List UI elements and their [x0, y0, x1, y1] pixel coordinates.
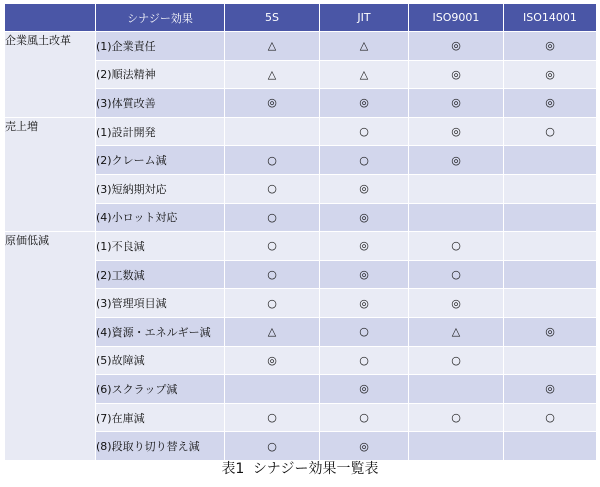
rating-mark-cell: ◎ — [504, 60, 597, 89]
rating-mark-cell: ○ — [320, 146, 409, 175]
header-corner-cell — [5, 4, 96, 32]
rating-mark-cell — [504, 203, 597, 232]
rating-mark-cell: ○ — [409, 346, 504, 375]
rating-mark-cell: ◎ — [504, 89, 597, 118]
rating-mark-cell: ◎ — [409, 60, 504, 89]
rating-mark-cell: ○ — [225, 174, 320, 203]
rating-mark-cell: ○ — [409, 260, 504, 289]
effect-item-cell: (8)段取り切り替え減 — [96, 432, 225, 461]
category-cell: 売上増 — [5, 117, 96, 231]
rating-mark-cell: ○ — [320, 346, 409, 375]
table-row — [5, 117, 597, 146]
effect-item-cell: (3)管理項目減 — [96, 289, 225, 318]
rating-mark-cell: ◎ — [409, 146, 504, 175]
rating-mark-cell — [504, 289, 597, 318]
rating-mark-cell: △ — [320, 60, 409, 89]
rating-mark-cell: ○ — [409, 403, 504, 432]
rating-mark-cell — [504, 432, 597, 461]
rating-mark-cell — [504, 232, 597, 261]
rating-mark-cell: ○ — [225, 289, 320, 318]
table-header-row — [5, 4, 597, 32]
header-iso14001: ISO14001 — [504, 4, 597, 32]
rating-mark-cell — [409, 375, 504, 404]
rating-mark-cell: ◎ — [409, 289, 504, 318]
table-body — [5, 32, 597, 461]
rating-mark-cell: ○ — [225, 432, 320, 461]
category-cell: 原価低減 — [5, 232, 96, 461]
rating-mark-cell: △ — [409, 317, 504, 346]
effect-item-cell: (6)スクラップ減 — [96, 375, 225, 404]
rating-mark-cell: ◎ — [320, 375, 409, 404]
rating-mark-cell — [409, 174, 504, 203]
rating-mark-cell — [504, 174, 597, 203]
effect-item-cell: (1)設計開発 — [96, 117, 225, 146]
effect-item-cell: (5)故障減 — [96, 346, 225, 375]
effect-item-cell: (4)資源・エネルギー減 — [96, 317, 225, 346]
rating-mark-cell: ◎ — [320, 174, 409, 203]
rating-mark-cell: ◎ — [320, 432, 409, 461]
rating-mark-cell: ◎ — [504, 32, 597, 61]
effect-item-cell: (1)企業責任 — [96, 32, 225, 61]
rating-mark-cell: ◎ — [225, 346, 320, 375]
rating-mark-cell: ◎ — [409, 117, 504, 146]
rating-mark-cell: ◎ — [320, 289, 409, 318]
rating-mark-cell: ○ — [504, 403, 597, 432]
rating-mark-cell: △ — [225, 32, 320, 61]
rating-mark-cell: ◎ — [320, 232, 409, 261]
effect-item-cell: (2)クレーム減 — [96, 146, 225, 175]
rating-mark-cell: ○ — [320, 317, 409, 346]
rating-mark-cell: ○ — [225, 403, 320, 432]
rating-mark-cell: △ — [225, 60, 320, 89]
rating-mark-cell — [409, 432, 504, 461]
effect-item-cell: (4)小ロット対応 — [96, 203, 225, 232]
rating-mark-cell: ◎ — [409, 89, 504, 118]
rating-mark-cell: △ — [320, 32, 409, 61]
rating-mark-cell: ○ — [225, 203, 320, 232]
header-iso9001: ISO9001 — [409, 4, 504, 32]
rating-mark-cell — [504, 346, 597, 375]
rating-mark-cell — [225, 375, 320, 404]
rating-mark-cell — [409, 203, 504, 232]
table-caption — [0, 458, 600, 478]
effect-item-cell: (7)在庫減 — [96, 403, 225, 432]
header-item-column: シナジー効果 — [96, 4, 225, 32]
effect-item-cell: (2)工数減 — [96, 260, 225, 289]
rating-mark-cell — [504, 260, 597, 289]
header-5s: 5S — [225, 4, 320, 32]
rating-mark-cell: ◎ — [320, 260, 409, 289]
rating-mark-cell — [225, 117, 320, 146]
table-row — [5, 232, 597, 261]
rating-mark-cell: ◎ — [409, 32, 504, 61]
rating-mark-cell: ○ — [320, 117, 409, 146]
rating-mark-cell: ◎ — [320, 203, 409, 232]
rating-mark-cell: ○ — [225, 146, 320, 175]
rating-mark-cell: ○ — [504, 117, 597, 146]
rating-mark-cell: △ — [225, 317, 320, 346]
effect-item-cell: (3)短納期対応 — [96, 174, 225, 203]
effect-item-cell: (2)順法精神 — [96, 60, 225, 89]
caption-number: 表1 — [221, 461, 245, 477]
rating-mark-cell: ◎ — [225, 89, 320, 118]
effect-item-cell: (3)体質改善 — [96, 89, 225, 118]
rating-mark-cell: ○ — [225, 260, 320, 289]
caption-title: シナジー効果一覧表 — [252, 461, 379, 477]
table-row — [5, 32, 597, 61]
rating-mark-cell: ○ — [320, 403, 409, 432]
rating-mark-cell: ◎ — [504, 317, 597, 346]
rating-mark-cell: ◎ — [504, 375, 597, 404]
synergy-table — [4, 3, 597, 461]
category-cell: 企業風土改革 — [5, 32, 96, 118]
header-jit: JIT — [320, 4, 409, 32]
rating-mark-cell: ◎ — [320, 89, 409, 118]
rating-mark-cell — [504, 146, 597, 175]
effect-item-cell: (1)不良減 — [96, 232, 225, 261]
rating-mark-cell: ○ — [409, 232, 504, 261]
rating-mark-cell: ○ — [225, 232, 320, 261]
